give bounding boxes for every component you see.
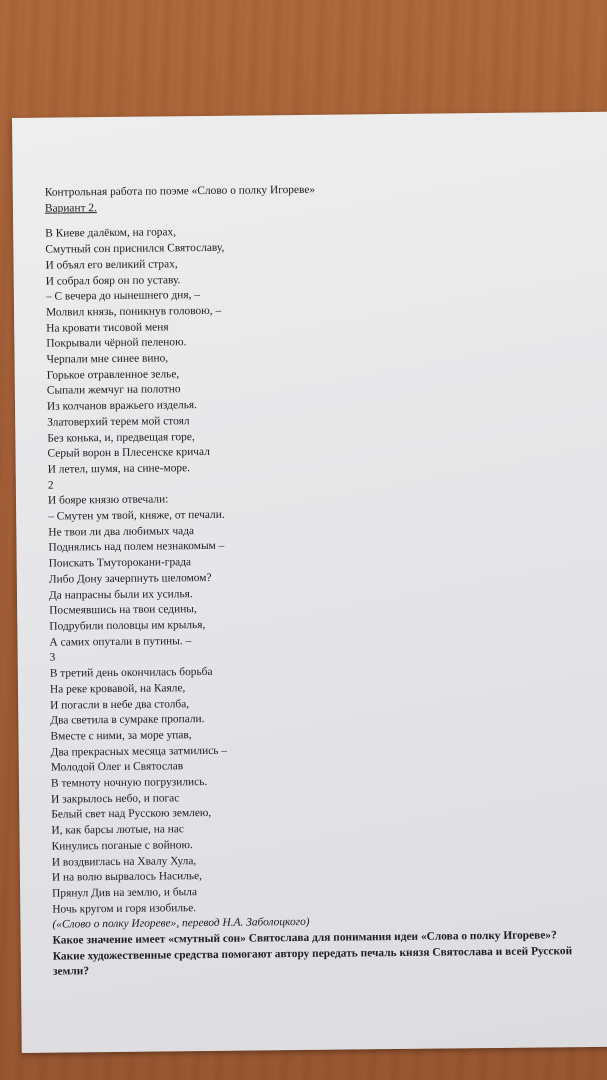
document-title: Контрольная работа по поэме «Слово о полку Игореве» xyxy=(44,183,316,199)
poem-source: («Слово о полку Игореве», перевод Н.А. Заболоцкого) xyxy=(52,916,310,931)
poem-line: И воздвиглась на Хвалу Хула, xyxy=(51,854,197,869)
poem-line: Кинулись поганые с войною. xyxy=(51,838,193,853)
poem-line: И на волю вырвалось Насилье, xyxy=(51,870,203,884)
poem-line: Не твои ли два любимых чада xyxy=(48,524,195,539)
poem-line: И бояре князю отвечали: xyxy=(47,493,169,508)
poem-line: Сыпали жемчуг на полотно xyxy=(46,383,181,398)
poem-line: Черпали мне синее вино, xyxy=(46,352,169,366)
poem-line: Подрубили половцы им крылья, xyxy=(49,618,206,633)
poem-line: И летел, шумя, на сине-море. xyxy=(47,462,191,476)
poem-line: Без конька, и, предвещая горе, xyxy=(47,430,195,445)
poem-line: Прянул Див на землю, и была xyxy=(52,886,198,900)
poem-line: – С вечера до нынешнего дня, – xyxy=(45,289,201,303)
poem-line: В третий день окончилась борьба xyxy=(49,666,213,680)
poem-line: И объял его великий страх, xyxy=(45,258,178,272)
poem-line: Златоверхий терем мой стоял xyxy=(47,415,190,429)
poem-line: Молодой Олег и Святослав xyxy=(50,760,184,774)
variant-label: Вариант 2. xyxy=(44,201,97,215)
poem-line: Да напрасны были их усилья. xyxy=(48,587,193,602)
poem-line: – Смутен ум твой, княже, от печали. xyxy=(48,508,225,523)
poem-line: 2 xyxy=(47,479,54,492)
poem-line: Серый ворон в Плесенске кричал xyxy=(47,446,210,460)
poem-line: В темноту ночную погрузились. xyxy=(50,776,208,790)
poem-line: Горькое отравленное зелье, xyxy=(46,367,180,382)
poem-line: Поискать Тмуторокани-града xyxy=(48,556,192,570)
poem-line: Два прекрасных месяца затмились – xyxy=(50,744,228,759)
poem-line: Из колчанов вражьего изделья. xyxy=(46,399,198,413)
poem-line: Молвил князь, поникнув головою, – xyxy=(45,304,222,319)
poem-line: Покрывали чёрной пеленою. xyxy=(46,336,187,350)
paper-sheet xyxy=(12,112,607,1053)
poem-line: Смутный сон приснился Святославу, xyxy=(45,241,225,256)
poem-line: Два светила в сумраке пропали. xyxy=(50,713,205,727)
poem-line: В Киеве далёком, на горах, xyxy=(45,226,177,241)
poem-line: Белый свет над Русскою землею, xyxy=(51,807,212,822)
poem-line: Посмеявшись на твои седины, xyxy=(49,603,197,617)
question-item: Какое значение имеет «смутный сон» Святослава для понимания идеи «Слова о полку Игореве»? xyxy=(52,929,557,947)
poem-line: На кровати тисовой меня xyxy=(46,320,169,335)
poem-line: И погасли в небе два столба, xyxy=(50,697,190,712)
poem-text xyxy=(45,222,572,918)
document-content xyxy=(45,180,573,981)
poem-line: И собрал бояр он по уставу. xyxy=(45,273,181,288)
poem-line: Либо Дону зачерпнуть шеломом? xyxy=(48,571,212,586)
poem-line: А самих опутали в путины. – xyxy=(49,634,192,649)
poem-line: Ночь кругом и горя изобилье. xyxy=(52,901,197,916)
poem-line: И закрылось небо, и погас xyxy=(51,792,180,806)
poem-line: Вместе с ними, за море упав, xyxy=(50,729,192,743)
poem-line: 3 xyxy=(49,651,56,665)
poem-line: Поднялись над полем незнакомым – xyxy=(48,540,225,555)
poem-line: И, как барсы лютые, на нас xyxy=(51,823,184,837)
question-item: Какие художественные средства помогают автору передать печаль князя Святослава и всей Русской земли? xyxy=(52,944,573,979)
poem-line: На реке кровавой, на Каяле, xyxy=(49,682,186,696)
questions-list xyxy=(53,928,573,981)
